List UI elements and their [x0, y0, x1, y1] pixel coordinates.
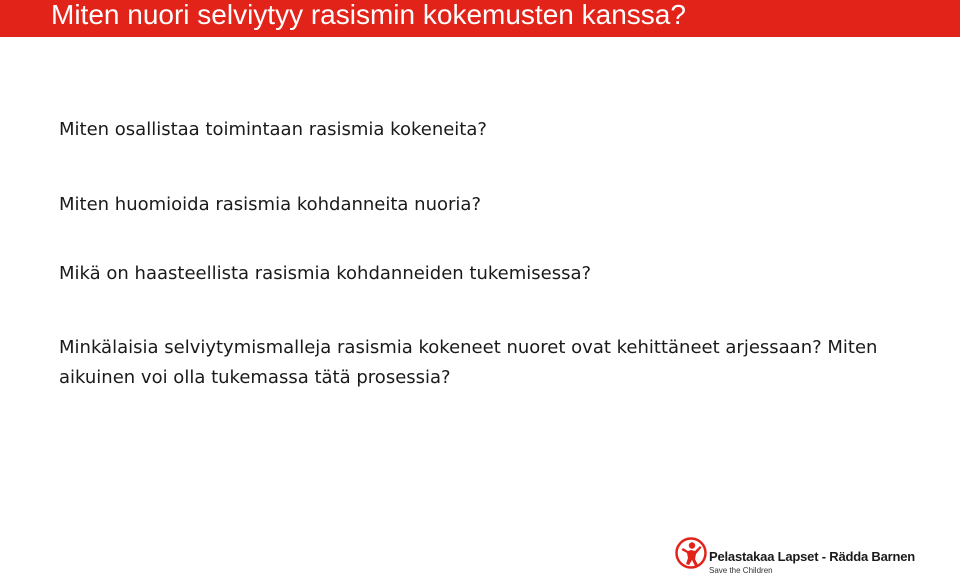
save-the-children-emblem-icon — [675, 537, 707, 569]
title-bar — [0, 0, 960, 37]
question-2: Miten huomioida rasismia kohdanneita nuoria? — [59, 194, 481, 215]
slide-title: Miten nuori selviytyy rasismin kokemusten kanssa? — [51, 0, 686, 30]
question-4: Minkälaisia selviytymismalleja rasismia kokeneet nuoret ovat kehittäneet arjessaan? Miten aikuinen voi olla tukemassa tätä prosessia? — [59, 337, 878, 388]
logo-tagline: Save the Children — [709, 566, 773, 575]
question-3: Mikä on haasteellista rasismia kohdanneiden tukemisessa? — [59, 263, 592, 284]
question-1: Miten osallistaa toimintaan rasismia kokeneita? — [59, 119, 487, 140]
organization-logo — [675, 537, 945, 575]
logo-organization-name: Pelastakaa Lapset - Rädda Barnen — [709, 549, 916, 564]
